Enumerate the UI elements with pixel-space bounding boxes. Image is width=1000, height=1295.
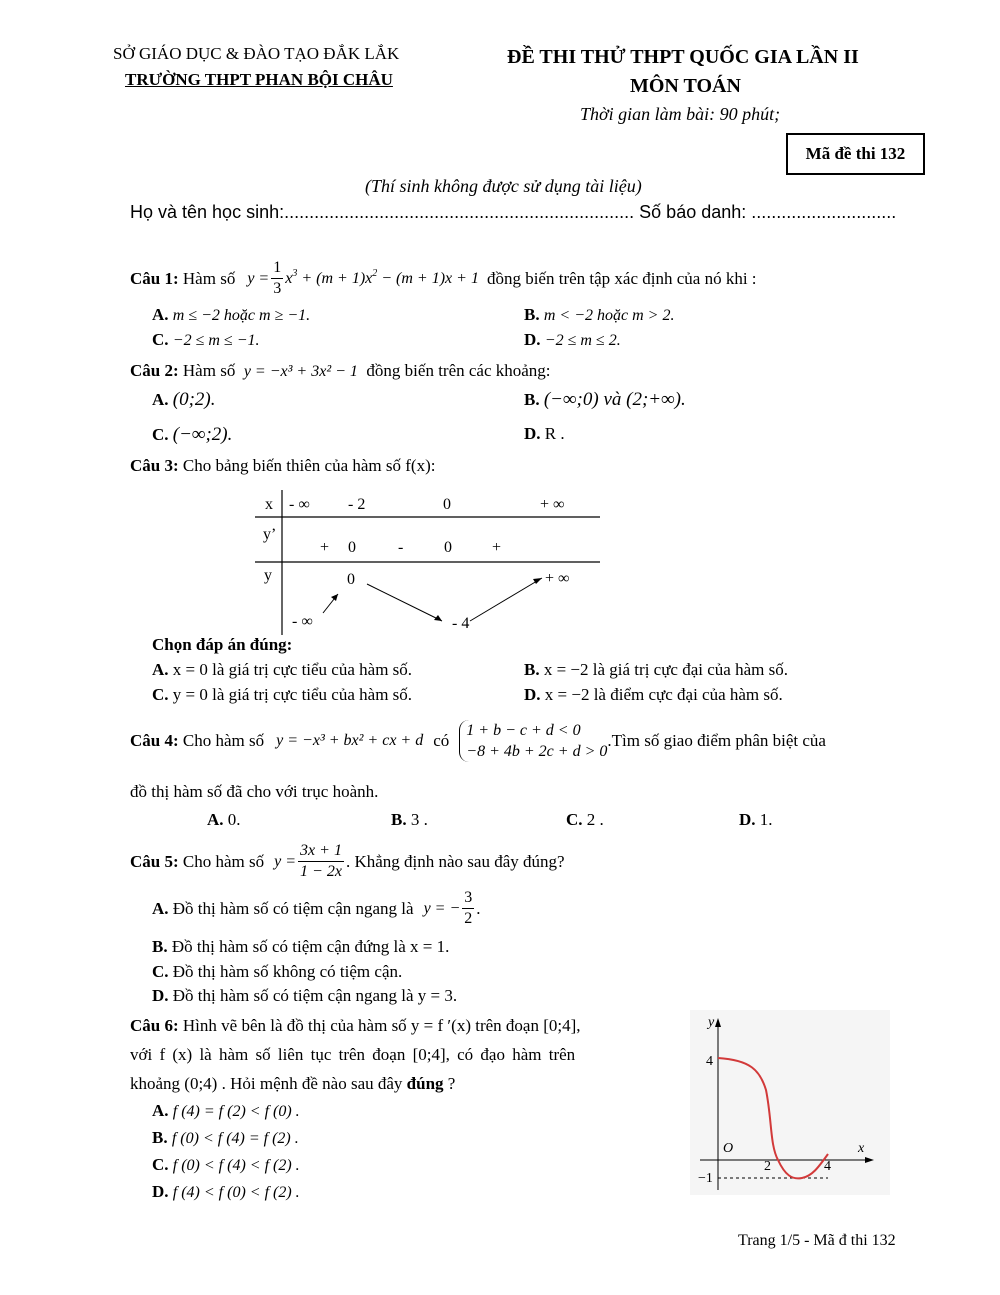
q2-option-b[interactable]: B. (−∞;0) và (2;+∞). <box>524 389 686 410</box>
q2-option-a[interactable]: A. (0;2). <box>152 389 216 410</box>
graph-y-neg-tick: −1 <box>698 1171 713 1186</box>
q3-prompt: Chọn đáp án đúng: <box>152 635 293 654</box>
question-text-suffix: đồng biến trên tập xác định của nó khi : <box>486 268 757 288</box>
q1-option-a[interactable]: A. m ≤ −2 hoặc m ≥ −1. <box>152 305 311 324</box>
q6-derivative-graph <box>690 1010 890 1195</box>
question-3: Câu 3: Cho bảng biến thiên của hàm số f(x): <box>130 456 436 475</box>
exam-title: ĐỀ THI THỬ THPT QUỐC GIA LẦN II <box>507 46 859 68</box>
table-yprime-value: + <box>320 539 330 556</box>
q4-option-a[interactable]: A. 0. <box>207 810 241 829</box>
table-yprime-value: + <box>492 539 502 556</box>
department-name: SỞ GIÁO DỤC & ĐÀO TẠO ĐẮK LẮK <box>113 44 400 63</box>
graph-x-axis-label: x <box>858 1141 865 1156</box>
q6-option-b[interactable]: B. f (0) < f (4) = f (2) . <box>152 1128 299 1147</box>
q2-option-c[interactable]: C. (−∞;2). <box>152 424 233 445</box>
question-2: Câu 2: Hàm số y = −x³ + 3x² − 1 đồng biến trên các khoảng: <box>130 361 551 380</box>
student-info-line: Họ và tên học sinh:...................................................................... Số báo danh: ............................. <box>130 202 897 222</box>
question-1 <box>130 258 757 299</box>
exam-code-box: Mã đề thi 132 <box>786 133 925 175</box>
q1-option-c[interactable]: C. −2 ≤ m ≤ −1. <box>152 330 260 349</box>
table-x-value: - ∞ <box>289 496 310 513</box>
q2-option-d[interactable]: D. R . <box>524 424 565 443</box>
q4-system: 1 + b − c + d < 0 −8 + 4b + 2c + d > 0 <box>459 720 607 762</box>
graph-y-tick: 4 <box>706 1054 713 1069</box>
table-yprime-value: 0 <box>348 539 356 556</box>
table-yprime-label: y’ <box>263 526 277 543</box>
q4-option-d[interactable]: D. 1. <box>739 810 773 829</box>
q6-text-line2: với f (x) là hàm số liên tục trên đoạn [0;4], có đạo hàm trên <box>130 1045 576 1064</box>
q1-formula-rest: $x^3 + (m + 1)x^2 - (m + 1)x + 1$ <box>285 267 479 287</box>
q4-option-b[interactable]: B. 3 . <box>391 810 428 829</box>
q6-option-a[interactable]: A. f (4) = f (2) < f (0) . <box>152 1101 300 1120</box>
q3-option-a[interactable]: A. x = 0 là giá trị cực tiểu của hàm số. <box>152 660 413 679</box>
table-yprime-value: 0 <box>444 539 452 556</box>
school-name: TRƯỜNG THPT PHAN BỘI CHÂU <box>125 70 393 89</box>
q6-text-line3: khoảng (0;4) . Hỏi mệnh đề nào sau đây đúng ? <box>130 1074 456 1093</box>
table-y-value: 0 <box>347 571 355 588</box>
q1-formula: y = <box>247 269 270 287</box>
q3-option-c[interactable]: C. y = 0 là giá trị cực tiểu của hàm số. <box>152 685 413 704</box>
q5-option-d[interactable]: D. Đồ thị hàm số có tiệm cận ngang là y = 3. <box>152 986 458 1005</box>
table-x-value: - 2 <box>348 496 366 513</box>
q6-option-c[interactable]: C. f (0) < f (4) < f (2) . <box>152 1155 300 1174</box>
question-text: Hàm số <box>182 268 236 288</box>
table-x-value: 0 <box>443 496 451 513</box>
table-y-value: + ∞ <box>545 570 570 587</box>
q5-option-a[interactable]: A. Đồ thị hàm số có tiệm cận ngang là y = − $\frac{3}{2}$ . <box>152 889 481 927</box>
exam-note: (Thí sinh không được sử dụng tài liệu) <box>365 176 642 196</box>
q2-formula: y = −x³ + 3x² − 1 <box>243 363 358 380</box>
q5-fraction: $\frac{3x + 1}{1 - 2x}$ <box>300 842 342 880</box>
question-label: Câu 1: <box>130 268 179 288</box>
table-x-label: x <box>265 496 273 513</box>
q4-formula: y = −x³ + bx² + cx + d <box>276 732 424 749</box>
q1-option-d[interactable]: D. −2 ≤ m ≤ 2. <box>524 330 621 349</box>
exam-time: Thời gian làm bài: 90 phút; <box>580 104 781 124</box>
table-x-value: + ∞ <box>540 496 565 513</box>
table-y-value: - 4 <box>452 615 470 632</box>
page-footer: Trang 1/5 - Mã đ thi 132 <box>738 1232 896 1249</box>
q4-text-line2: đồ thị hàm số đã cho với trục hoành. <box>130 782 379 801</box>
subject-title: MÔN TOÁN <box>630 75 741 97</box>
q5-option-b[interactable]: B. Đồ thị hàm số có tiệm cận đứng là x = 1. <box>152 937 450 956</box>
q6-option-d[interactable]: D. f (4) < f (0) < f (2) . <box>152 1182 300 1201</box>
q4-option-c[interactable]: C. 2 . <box>566 810 604 829</box>
graph-x-tick: 4 <box>824 1159 831 1174</box>
q1-option-b[interactable]: B. m < −2 hoặc m > 2. <box>524 305 675 324</box>
graph-x-tick: 2 <box>764 1159 771 1174</box>
table-yprime-value: - <box>398 539 404 556</box>
q5-option-c[interactable]: C. Đồ thị hàm số không có tiệm cận. <box>152 962 403 981</box>
question-4: Câu 4: Cho hàm số y = −x³ + bx² + cx + d có 1 + b − c + d < 0 −8 + 4b + 2c + d > 0 .Tìm số giao điểm phân biệt của <box>130 722 826 760</box>
q3-option-b[interactable]: B. x = −2 là giá trị cực đại của hàm số. <box>524 660 788 679</box>
question-5: Câu 5: Cho hàm số y = $\frac{3x + 1}{1 - 2x}$ . Khẳng định nào sau đây đúng? <box>130 842 565 880</box>
table-y-value: - ∞ <box>292 613 313 630</box>
question-6: Câu 6: Hình vẽ bên là đồ thị của hàm số y = f ′(x) trên đoạn [0;4], <box>130 1016 581 1035</box>
q1-fraction: $\frac{1}{3}$ <box>273 259 282 297</box>
q3-option-d[interactable]: D. x = −2 là điểm cực đại của hàm số. <box>524 685 783 704</box>
graph-origin-label: O <box>723 1141 734 1156</box>
table-y-label: y <box>264 567 272 584</box>
graph-y-axis-label: y <box>708 1015 715 1030</box>
